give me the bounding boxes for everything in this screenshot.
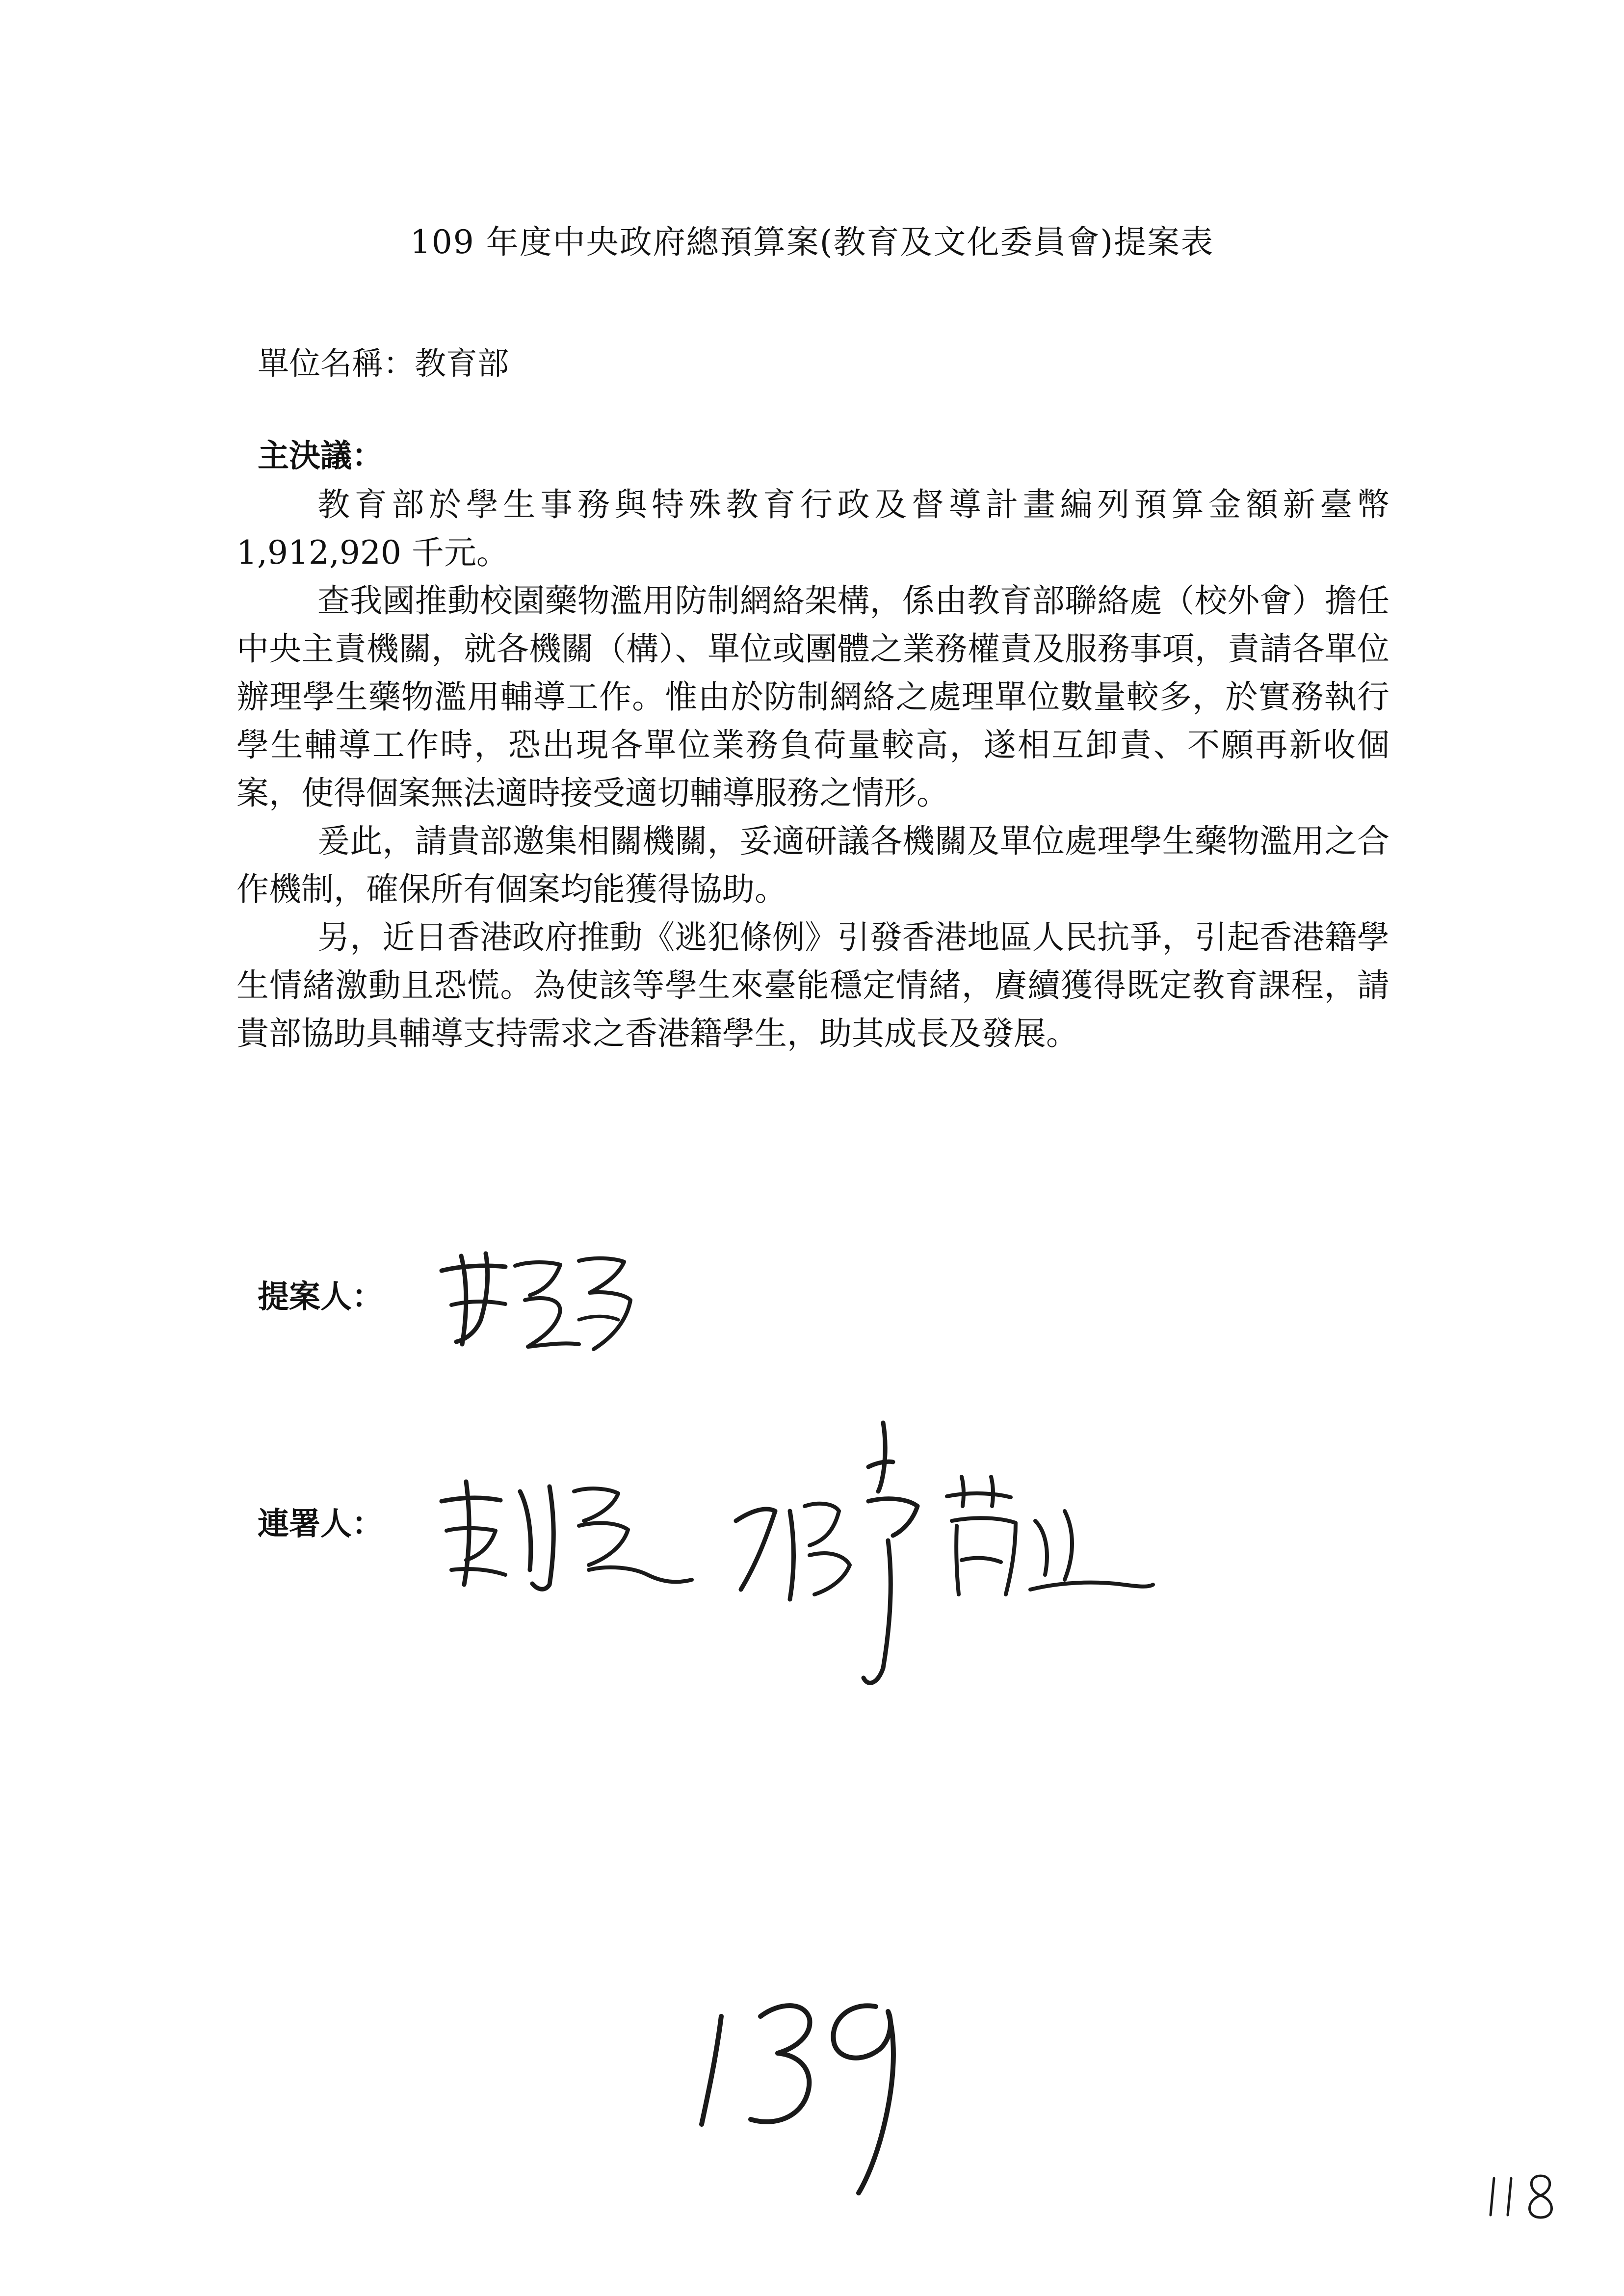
resolution-paragraph-2: 查我國推動校園藥物濫用防制網絡架構，係由教育部聯絡處（校外會）擔任中央主責機關，就各機關（構）、單位或團體之業務權責及服務事項，責請各單位辦理學生藥物濫用輔導工作。惟由於防制網絡之處理單位數量較多，於實務執行學生輔導工作時，恐出現各單位業務負荷量較高，遂相互卸責、不願再新收個案，使得個案無法適時接受適切輔導服務之情形。 xyxy=(236,582,1389,812)
proposer-signature xyxy=(432,1246,657,1359)
cosigner-signature-2 xyxy=(721,1413,1163,1707)
unit-name-label: 單位名稱： xyxy=(258,346,415,382)
resolution-heading: 主決議： xyxy=(258,438,383,474)
resolution-paragraph-4: 另，近日香港政府推動《逃犯條例》引發香港地區人民抗爭，引起香港籍學生情緒激動且恐慌。為使該等學生來臺能穩定情緒，賡續獲得既定教育課程，請貴部協助具輔導支持需求之香港籍學生，助其成長及發展。 xyxy=(236,918,1389,1052)
resolution-paragraph-3: 爰此，請貴部邀集相關機關，妥適研議各機關及單位處理學生藥物濫用之合作機制，確保所有個案均能獲得協助。 xyxy=(236,822,1389,908)
corner-page-number xyxy=(1482,2168,1565,2224)
unit-name-value: 教育部 xyxy=(415,346,509,382)
resolution-body xyxy=(236,481,1389,1058)
cosigner-signature-1 xyxy=(432,1472,707,1599)
document-title: 109 年度中央政府總預算案(教育及文化委員會)提案表 xyxy=(410,223,1214,261)
handwritten-page-number xyxy=(682,1962,937,2210)
cosigner-label: 連署人： xyxy=(258,1506,383,1542)
resolution-paragraph-1: 教育部於學生事務與特殊教育行政及督導計畫編列預算金額新臺幣 1,912,920 千元。 xyxy=(236,486,1389,572)
proposer-label: 提案人： xyxy=(258,1278,383,1315)
unit-name-line xyxy=(258,339,509,384)
